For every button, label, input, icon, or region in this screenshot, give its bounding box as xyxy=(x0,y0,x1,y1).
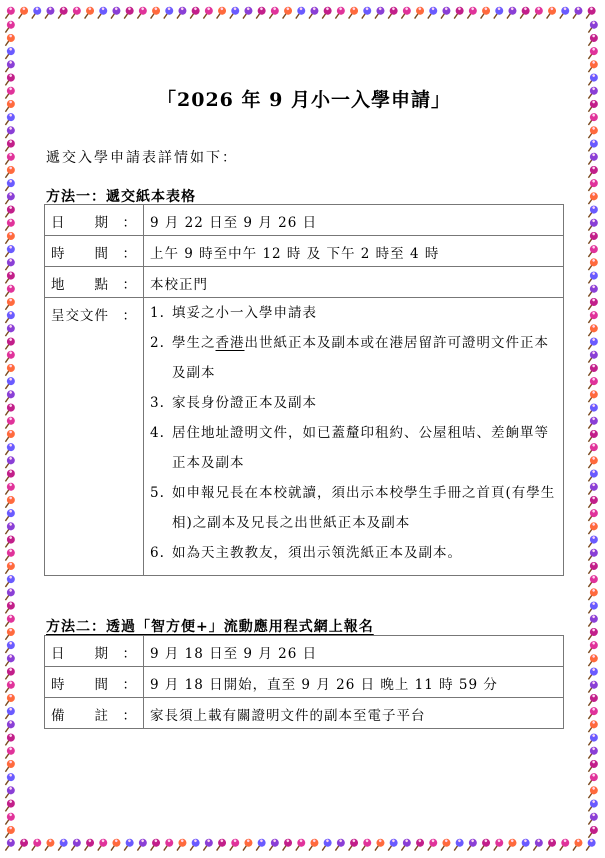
lollipop-icon xyxy=(585,362,599,378)
lollipop-icon xyxy=(585,125,599,141)
lollipop-icon xyxy=(585,310,599,326)
lollipop-icon xyxy=(585,640,599,656)
row-label: 時 間 xyxy=(51,246,109,262)
row-label: 時 間 xyxy=(51,677,109,693)
lollipop-icon xyxy=(15,837,29,853)
row-value: 家長須上載有關證明文件的副本至電子平台 xyxy=(144,698,564,729)
lollipop-icon xyxy=(585,481,599,497)
lollipop-icon xyxy=(2,732,16,748)
list-item: 1. 填妥之小一入學申請表 xyxy=(150,305,317,321)
lollipop-icon xyxy=(187,5,201,21)
lollipop-icon xyxy=(2,85,16,101)
lollipop-icon xyxy=(543,837,557,853)
lollipop-icon xyxy=(504,837,518,853)
lollipop-icon xyxy=(585,85,599,101)
method2-table xyxy=(44,635,564,729)
list-item: 2. 學生之香港出世紙正本及副本或在港居留許可證明文件正本及副本 xyxy=(150,335,549,381)
lollipop-icon xyxy=(585,151,599,167)
lollipop-icon xyxy=(585,415,599,431)
table-row xyxy=(45,298,564,576)
lollipop-icon xyxy=(585,798,599,814)
lollipop-icon xyxy=(438,5,452,21)
lollipop-icon xyxy=(585,59,599,75)
lollipop-icon xyxy=(2,560,16,576)
lollipop-icon xyxy=(585,626,599,642)
lollipop-icon xyxy=(2,415,16,431)
lollipop-icon xyxy=(585,112,599,128)
lollipop-icon xyxy=(121,5,135,21)
lollipop-icon xyxy=(2,296,16,312)
lollipop-icon xyxy=(585,468,599,484)
lollipop-icon xyxy=(585,46,599,62)
lollipop-icon xyxy=(585,719,599,735)
lollipop-icon xyxy=(2,362,16,378)
lollipop-icon xyxy=(2,98,16,114)
row-colon: ： xyxy=(122,277,137,293)
lollipop-icon xyxy=(2,112,16,128)
lollipop-icon xyxy=(585,824,599,840)
row-value: 9 月 22 日至 9 月 26 日 xyxy=(144,205,564,236)
lollipop-icon xyxy=(147,5,161,21)
lollipop-icon xyxy=(585,32,599,48)
table-row xyxy=(45,267,564,298)
lollipop-icon xyxy=(2,5,16,21)
row-colon: ： xyxy=(122,708,137,724)
lollipop-icon xyxy=(385,5,399,21)
lollipop-icon xyxy=(161,5,175,21)
lollipop-icon xyxy=(2,191,16,207)
lollipop-icon xyxy=(585,679,599,695)
lollipop-icon xyxy=(2,494,16,510)
lollipop-icon xyxy=(451,837,465,853)
lollipop-icon xyxy=(585,692,599,708)
lollipop-icon xyxy=(2,534,16,550)
lollipop-icon xyxy=(2,323,16,339)
lollipop-icon xyxy=(2,772,16,788)
lollipop-icon xyxy=(585,732,599,748)
lollipop-icon xyxy=(2,811,16,827)
lollipop-icon xyxy=(319,5,333,21)
row-value: 上午 9 時至中午 12 時 及 下午 2 時至 4 時 xyxy=(144,236,564,267)
lollipop-icon xyxy=(174,837,188,853)
lollipop-icon xyxy=(585,600,599,616)
lollipop-icon xyxy=(81,5,95,21)
lollipop-icon xyxy=(174,5,188,21)
lollipop-icon xyxy=(2,72,16,88)
lollipop-icon xyxy=(2,164,16,180)
lollipop-icon xyxy=(332,5,346,21)
lollipop-icon xyxy=(585,296,599,312)
lollipop-icon xyxy=(42,5,56,21)
table-row xyxy=(45,636,564,667)
lollipop-icon xyxy=(585,508,599,524)
lollipop-icon xyxy=(585,534,599,550)
lollipop-icon xyxy=(2,217,16,233)
table-row xyxy=(45,205,564,236)
lollipop-icon xyxy=(319,837,333,853)
lollipop-icon xyxy=(279,5,293,21)
lollipop-icon xyxy=(585,19,599,35)
lollipop-icon xyxy=(2,468,16,484)
lollipop-icon xyxy=(2,257,16,273)
lollipop-icon xyxy=(583,837,597,853)
lollipop-icon xyxy=(491,5,505,21)
lollipop-icon xyxy=(134,837,148,853)
lollipop-icon xyxy=(385,837,399,853)
lollipop-icon xyxy=(585,323,599,339)
lollipop-icon xyxy=(2,138,16,154)
lollipop-icon xyxy=(2,125,16,141)
lollipop-icon xyxy=(200,5,214,21)
list-item: 6. 如為天主教教友，須出示領洗紙正本及副本。 xyxy=(150,545,462,561)
lollipop-icon xyxy=(29,837,43,853)
lollipop-icon xyxy=(570,5,584,21)
lollipop-icon xyxy=(517,837,531,853)
lollipop-icon xyxy=(2,613,16,629)
lollipop-icon xyxy=(530,837,544,853)
row-value: 9 月 18 日開始，直至 9 月 26 日 晚上 11 時 59 分 xyxy=(144,667,564,698)
list-item: 5. 如申報兄長在本校就讀，須出示本校學生手冊之首頁(有學生相)之副本及兄長之出世紙正本及副本 xyxy=(150,485,556,531)
lollipop-icon xyxy=(2,600,16,616)
lollipop-icon xyxy=(2,59,16,75)
lollipop-icon xyxy=(585,560,599,576)
lollipop-icon xyxy=(134,5,148,21)
lollipop-icon xyxy=(2,574,16,590)
lollipop-icon xyxy=(345,837,359,853)
row-label: 日 期 xyxy=(51,215,109,231)
lollipop-icon xyxy=(29,5,43,21)
lollipop-icon xyxy=(557,5,571,21)
lollipop-icon xyxy=(2,758,16,774)
method1-table xyxy=(44,204,564,576)
lollipop-icon xyxy=(293,837,307,853)
lollipop-icon xyxy=(2,824,16,840)
lollipop-icon xyxy=(585,521,599,537)
lollipop-icon xyxy=(42,837,56,853)
lollipop-icon xyxy=(425,837,439,853)
lollipop-icon xyxy=(585,230,599,246)
lollipop-icon xyxy=(2,428,16,444)
table-row xyxy=(45,667,564,698)
lollipop-icon xyxy=(2,745,16,761)
lollipop-icon xyxy=(585,257,599,273)
lollipop-icon xyxy=(306,837,320,853)
lollipop-icon xyxy=(491,837,505,853)
lollipop-icon xyxy=(585,283,599,299)
lollipop-icon xyxy=(543,5,557,21)
lollipop-icon xyxy=(411,837,425,853)
lollipop-icon xyxy=(585,653,599,669)
lollipop-icon xyxy=(585,785,599,801)
row-colon: ： xyxy=(122,215,137,231)
lollipop-icon xyxy=(585,402,599,418)
lollipop-icon xyxy=(2,283,16,299)
lollipop-icon xyxy=(585,772,599,788)
page-title: 「2026 年 9 月小一入學申請」 xyxy=(157,89,451,111)
lollipop-icon xyxy=(585,98,599,114)
lollipop-icon xyxy=(585,745,599,761)
lollipop-icon xyxy=(585,613,599,629)
lollipop-icon xyxy=(585,191,599,207)
lollipop-icon xyxy=(2,653,16,669)
lollipop-icon xyxy=(2,402,16,418)
lollipop-icon xyxy=(2,244,16,260)
lollipop-icon xyxy=(15,5,29,21)
lollipop-icon xyxy=(161,837,175,853)
document-list xyxy=(150,298,563,568)
lollipop-icon xyxy=(583,5,597,21)
row-colon: ： xyxy=(122,677,137,693)
lollipop-icon xyxy=(213,5,227,21)
lollipop-icon xyxy=(359,837,373,853)
lollipop-icon xyxy=(81,837,95,853)
lollipop-icon xyxy=(345,5,359,21)
lollipop-icon xyxy=(2,376,16,392)
lollipop-icon xyxy=(2,719,16,735)
list-item: 4. 居住地址證明文件，如已蓋釐印租約、公屋租咭、差餉單等正本及副本 xyxy=(150,425,549,471)
intro-text: 遞交入學申請表詳情如下： xyxy=(46,150,238,166)
lollipop-icon xyxy=(570,837,584,853)
lollipop-icon xyxy=(2,640,16,656)
lollipop-icon xyxy=(585,336,599,352)
lollipop-icon xyxy=(240,837,254,853)
lollipop-icon xyxy=(2,837,16,853)
row-colon: ： xyxy=(122,646,137,662)
lollipop-icon xyxy=(2,547,16,563)
lollipop-icon xyxy=(2,455,16,471)
docs-label: 呈交文件 xyxy=(51,308,109,324)
lollipop-icon xyxy=(477,5,491,21)
lollipop-icon xyxy=(2,679,16,695)
method1-heading: 方法一：遞交紙本表格 xyxy=(46,189,196,205)
lollipop-icon xyxy=(2,336,16,352)
lollipop-icon xyxy=(585,178,599,194)
lollipop-icon xyxy=(2,19,16,35)
lollipop-icon xyxy=(585,547,599,563)
lollipop-icon xyxy=(557,837,571,853)
lollipop-icon xyxy=(585,72,599,88)
lollipop-icon xyxy=(585,428,599,444)
lollipop-icon xyxy=(585,389,599,405)
lollipop-icon xyxy=(585,244,599,260)
lollipop-icon xyxy=(438,837,452,853)
lollipop-icon xyxy=(253,5,267,21)
lollipop-icon xyxy=(585,204,599,220)
row-value: 9 月 18 日至 9 月 26 日 xyxy=(144,636,564,667)
lollipop-icon xyxy=(187,837,201,853)
table-row xyxy=(45,236,564,267)
row-colon: ： xyxy=(122,246,137,262)
lollipop-icon xyxy=(95,5,109,21)
lollipop-icon xyxy=(425,5,439,21)
lollipop-icon xyxy=(266,5,280,21)
lollipop-icon xyxy=(55,837,69,853)
lollipop-icon xyxy=(477,837,491,853)
lollipop-icon xyxy=(585,574,599,590)
method2-heading: 方法二：透過「智方便+」流動應用程式網上報名 xyxy=(46,619,374,635)
row-label: 地 點 xyxy=(51,277,109,293)
lollipop-icon xyxy=(121,837,135,853)
lollipop-icon xyxy=(504,5,518,21)
table-row xyxy=(45,698,564,729)
lollipop-icon xyxy=(293,5,307,21)
lollipop-icon xyxy=(585,455,599,471)
lollipop-icon xyxy=(359,5,373,21)
lollipop-icon xyxy=(2,389,16,405)
lollipop-icon xyxy=(2,706,16,722)
row-label: 日 期 xyxy=(51,646,109,662)
lollipop-icon xyxy=(213,837,227,853)
lollipop-icon xyxy=(585,494,599,510)
lollipop-icon xyxy=(585,587,599,603)
lollipop-icon xyxy=(227,5,241,21)
lollipop-icon xyxy=(585,270,599,286)
lollipop-icon xyxy=(2,481,16,497)
lollipop-icon xyxy=(2,32,16,48)
lollipop-icon xyxy=(2,178,16,194)
lollipop-icon xyxy=(585,758,599,774)
lollipop-icon xyxy=(2,151,16,167)
lollipop-icon xyxy=(2,692,16,708)
lollipop-icon xyxy=(530,5,544,21)
row-value: 本校正門 xyxy=(144,267,564,298)
lollipop-icon xyxy=(585,811,599,827)
lollipop-icon xyxy=(372,837,386,853)
lollipop-icon xyxy=(2,349,16,365)
lollipop-icon xyxy=(95,837,109,853)
lollipop-icon xyxy=(517,5,531,21)
lollipop-icon xyxy=(240,5,254,21)
lollipop-icon xyxy=(55,5,69,21)
row-colon: ： xyxy=(122,308,137,324)
lollipop-icon xyxy=(2,442,16,458)
lollipop-icon xyxy=(451,5,465,21)
lollipop-icon xyxy=(2,626,16,642)
lollipop-icon xyxy=(585,349,599,365)
lollipop-icon xyxy=(464,5,478,21)
lollipop-icon xyxy=(279,837,293,853)
lollipop-icon xyxy=(585,376,599,392)
lollipop-icon xyxy=(2,230,16,246)
lollipop-icon xyxy=(2,785,16,801)
lollipop-icon xyxy=(306,5,320,21)
lollipop-icon xyxy=(372,5,386,21)
lollipop-icon xyxy=(2,270,16,286)
lollipop-icon xyxy=(227,837,241,853)
lollipop-icon xyxy=(2,587,16,603)
lollipop-icon xyxy=(585,217,599,233)
lollipop-icon xyxy=(585,442,599,458)
lollipop-icon xyxy=(2,46,16,62)
lollipop-icon xyxy=(2,798,16,814)
lollipop-icon xyxy=(585,706,599,722)
lollipop-icon xyxy=(585,138,599,154)
row-label: 備 註 xyxy=(51,708,109,724)
lollipop-icon xyxy=(332,837,346,853)
lollipop-icon xyxy=(2,521,16,537)
lollipop-icon xyxy=(411,5,425,21)
lollipop-icon xyxy=(464,837,478,853)
lollipop-icon xyxy=(585,666,599,682)
lollipop-icon xyxy=(108,5,122,21)
lollipop-icon xyxy=(2,310,16,326)
lollipop-icon xyxy=(266,837,280,853)
lollipop-icon xyxy=(147,837,161,853)
lollipop-icon xyxy=(68,5,82,21)
lollipop-icon xyxy=(585,164,599,180)
lollipop-icon xyxy=(398,837,412,853)
lollipop-icon xyxy=(253,837,267,853)
lollipop-icon xyxy=(2,508,16,524)
lollipop-icon xyxy=(108,837,122,853)
lollipop-icon xyxy=(2,666,16,682)
lollipop-icon xyxy=(200,837,214,853)
lollipop-icon xyxy=(398,5,412,21)
list-item: 3. 家長身份證正本及副本 xyxy=(150,395,317,411)
lollipop-icon xyxy=(68,837,82,853)
lollipop-icon xyxy=(2,204,16,220)
